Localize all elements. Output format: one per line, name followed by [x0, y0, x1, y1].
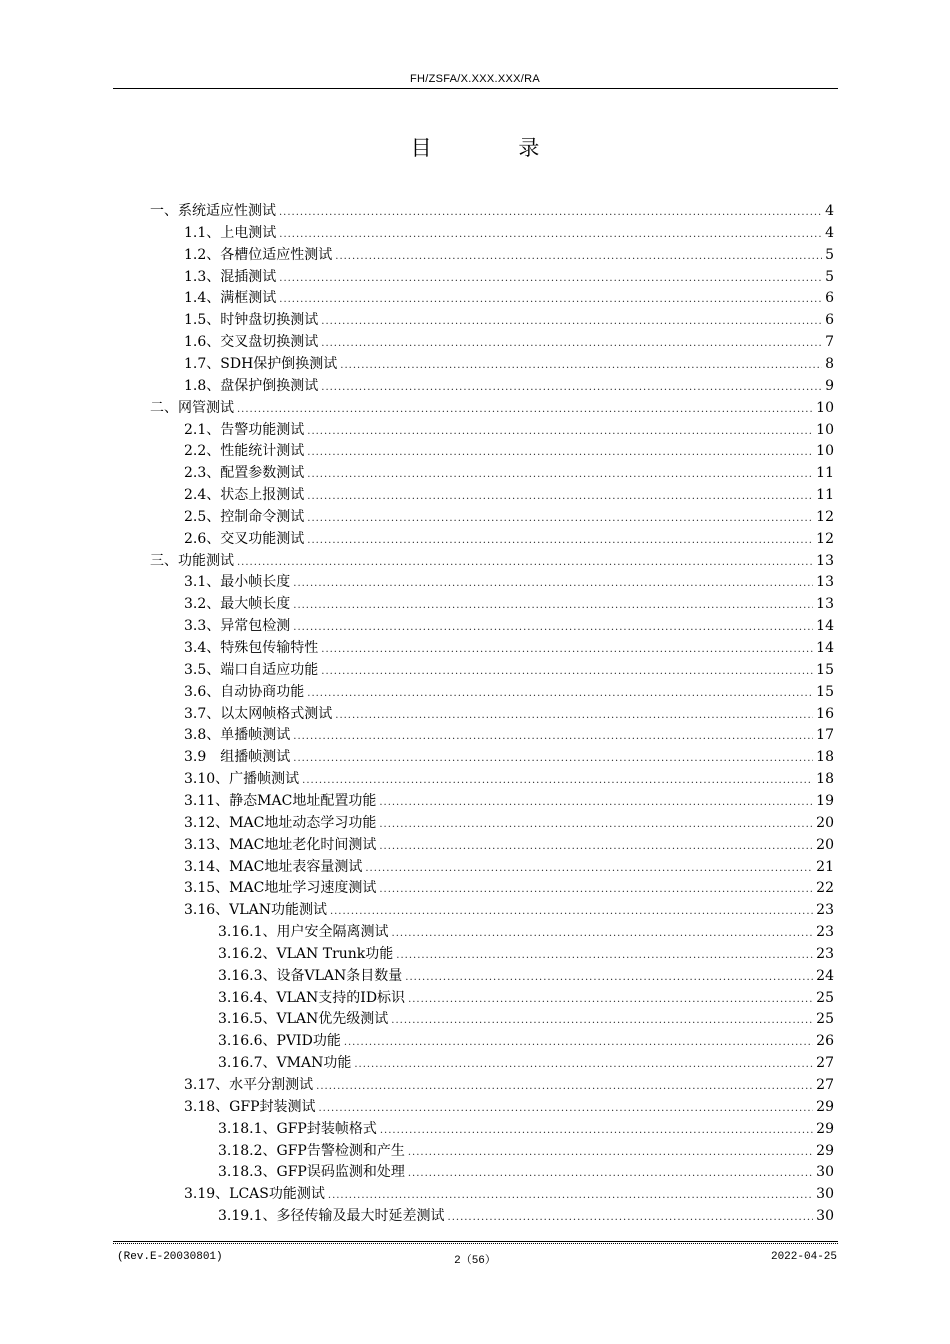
toc-dot-leader: [408, 1163, 813, 1185]
toc-entry-page-number: 11: [816, 465, 834, 482]
toc-entry[interactable]: [218, 1140, 834, 1162]
toc-dot-leader: [335, 705, 813, 727]
toc-entry-page-number: 10: [816, 443, 834, 460]
toc-dot-leader: [344, 1032, 813, 1054]
toc-entry-page-number: 20: [816, 814, 834, 831]
toc-entry-label: 1.2、各槽位适应性测试: [184, 246, 333, 263]
toc-dot-leader: [302, 770, 813, 792]
toc-entry-label: 2.2、性能统计测试: [184, 443, 305, 460]
toc-dot-leader: [379, 814, 813, 836]
toc-dot-leader: [380, 1120, 813, 1142]
toc-entry[interactable]: [184, 790, 834, 812]
toc-entry-label: 3.12、MAC地址动态学习功能: [184, 814, 377, 831]
toc-title: 目 录: [410, 136, 580, 160]
toc-entry-page-number: 15: [816, 661, 834, 678]
toc-entry[interactable]: [184, 244, 834, 266]
toc-dot-leader: [316, 1076, 813, 1098]
toc-dot-leader: [307, 442, 813, 464]
toc-entry-label: 3.16.5、VLAN优先级测试: [218, 1011, 389, 1028]
footer-date: 2022-04-25: [770, 1251, 837, 1263]
toc-dot-leader: [293, 595, 813, 617]
toc-entry-page-number: 17: [816, 727, 834, 744]
toc-entry-page-number: 23: [816, 902, 834, 919]
toc-entry-page-number: 24: [816, 967, 834, 984]
toc-entry[interactable]: [184, 506, 834, 528]
toc-dot-leader: [321, 639, 813, 661]
toc-entry[interactable]: [150, 200, 834, 222]
toc-entry[interactable]: [184, 899, 834, 921]
toc-entry-label: 3.15、MAC地址学习速度测试: [184, 880, 377, 897]
toc-dot-leader: [335, 246, 822, 268]
toc-dot-leader: [307, 486, 813, 508]
toc-entry-page-number: 27: [816, 1077, 834, 1093]
toc-entry[interactable]: [184, 375, 834, 397]
toc-dot-leader: [321, 333, 822, 355]
toc-entry-label: 1.5、时钟盘切换测试: [184, 312, 319, 329]
toc-entry-page-number: 13: [816, 552, 834, 569]
toc-entry-page-number: 11: [816, 487, 834, 504]
toc-entry-page-number: 29: [816, 1120, 834, 1137]
toc-entry-label: 3.4、特殊包传输特性: [184, 640, 319, 656]
toc-entry-label: 3.10、广播帧测试: [184, 771, 300, 788]
footer-revision: (Rev.E-20030801): [117, 1251, 223, 1263]
toc-entry-page-number: 30: [816, 1164, 834, 1181]
toc-dot-leader: [379, 879, 813, 901]
toc-entry-label: 1.8、盘保护倒换测试: [184, 377, 319, 394]
toc-entry[interactable]: [218, 921, 834, 943]
toc-dot-leader: [293, 573, 813, 595]
toc-entry-label: 二、网管测试: [150, 399, 234, 416]
toc-entry-label: 3.16.3、设备VLAN条目数量: [218, 967, 403, 984]
toc-entry-label: 3.16.2、VLAN Trunk功能: [218, 945, 394, 962]
toc-entry[interactable]: [184, 440, 834, 462]
toc-entry[interactable]: [184, 222, 834, 244]
toc-entry-label: 3.7、以太网帧格式测试: [184, 705, 333, 722]
toc-entry-label: 一、系统适应性测试: [150, 203, 276, 219]
toc-entry[interactable]: [184, 571, 834, 593]
toc-entry-label: 3.16、VLAN功能测试: [184, 902, 327, 919]
toc-entry-label: 1.3、混插测试: [184, 268, 277, 285]
toc-dot-leader: [448, 1207, 814, 1229]
toc-entry[interactable]: [218, 943, 834, 965]
toc-dot-leader: [379, 836, 813, 858]
toc-dot-leader: [279, 268, 822, 290]
toc-dot-leader: [328, 1185, 813, 1207]
toc-entry-label: 3.5、端口自适应功能: [184, 661, 319, 678]
toc-dot-leader: [408, 989, 813, 1011]
toc-entry-label: 2.6、交叉功能测试: [184, 530, 305, 547]
toc-entry[interactable]: [184, 528, 834, 550]
toc-entry[interactable]: [184, 462, 834, 484]
toc-entry[interactable]: [218, 987, 834, 1009]
toc-entry[interactable]: [184, 877, 834, 899]
toc-entry-page-number: 13: [816, 596, 834, 613]
toc-dot-leader: [279, 224, 822, 246]
toc-entry-label: 3.19、LCAS功能测试: [184, 1186, 325, 1203]
toc-entry-page-number: 10: [816, 421, 834, 438]
toc-entry-page-number: 5: [825, 246, 834, 263]
toc-entry-label: 1.6、交叉盘切换测试: [184, 334, 319, 351]
toc-entry-label: 3.17、水平分割测试: [184, 1077, 314, 1093]
toc-entry-label: 3.18.2、GFP告警检测和产生: [218, 1142, 405, 1159]
footer-rule: [113, 1241, 838, 1244]
toc-dot-leader: [237, 399, 813, 421]
toc-entry[interactable]: [184, 484, 834, 506]
toc-entry-label: 3.16.6、PVID功能: [218, 1033, 341, 1050]
toc-entry-page-number: 25: [816, 1011, 834, 1028]
toc-entry[interactable]: [218, 1052, 834, 1074]
toc-entry[interactable]: [184, 1183, 834, 1205]
toc-entry[interactable]: [184, 593, 834, 615]
toc-entry[interactable]: [184, 681, 834, 703]
toc-entry-label: 1.4、满框测试: [184, 290, 277, 307]
toc-entry-page-number: 27: [816, 1055, 834, 1072]
toc-entry-label: 三、功能测试: [150, 552, 234, 569]
toc-entry-label: 3.9 组播帧测试: [184, 749, 291, 766]
toc-dot-leader: [237, 552, 813, 574]
toc-entry-label: 3.1、最小帧长度: [184, 574, 291, 591]
toc-entry[interactable]: [184, 615, 834, 637]
toc-entry[interactable]: [184, 353, 834, 375]
toc-entry-page-number: 6: [825, 312, 834, 329]
toc-entry-label: 1.1、上电测试: [184, 224, 277, 241]
toc-entry-page-number: 23: [816, 945, 834, 962]
toc-entry-page-number: 18: [816, 771, 834, 788]
toc-entry-page-number: 4: [825, 203, 834, 219]
toc-entry[interactable]: [184, 812, 834, 834]
toc-dot-leader: [405, 967, 813, 989]
toc-entry[interactable]: [218, 1205, 834, 1227]
toc-entry[interactable]: [218, 1161, 834, 1183]
toc-entry[interactable]: [184, 768, 834, 790]
toc-dot-leader: [340, 355, 822, 377]
toc-entry[interactable]: [184, 834, 834, 856]
toc-entry-page-number: 8: [825, 355, 834, 372]
toc-entry-page-number: 10: [816, 399, 834, 416]
toc-entry-label: 3.3、异常包检测: [184, 618, 291, 635]
toc-entry[interactable]: [218, 1118, 834, 1140]
toc-entry-label: 3.14、MAC地址表容量测试: [184, 858, 363, 875]
toc-dot-leader: [293, 726, 813, 748]
toc-entry-page-number: 13: [816, 574, 834, 591]
toc-entry-page-number: 7: [825, 334, 834, 351]
toc-entry-page-number: 29: [816, 1098, 834, 1115]
toc-dot-leader: [307, 508, 813, 530]
toc-dot-leader: [321, 377, 822, 399]
toc-dot-leader: [392, 923, 814, 945]
toc-entry[interactable]: [184, 266, 834, 288]
toc-entry-label: 3.6、自动协商功能: [184, 683, 305, 700]
toc-dot-leader: [307, 530, 813, 552]
toc-entry-page-number: 6: [825, 290, 834, 307]
toc-dot-leader: [307, 683, 813, 705]
toc-entry-label: 1.7、SDH保护倒换测试: [184, 355, 338, 372]
toc-entry-label: 2.4、状态上报测试: [184, 487, 305, 504]
toc-dot-leader: [307, 464, 813, 486]
toc-entry-label: 3.19.1、多径传输及最大时延差测试: [218, 1208, 445, 1225]
toc-entry[interactable]: [218, 1008, 834, 1030]
toc-dot-leader: [279, 289, 822, 311]
toc-entry-page-number: 16: [816, 705, 834, 722]
toc-entry[interactable]: [150, 397, 834, 419]
toc-dot-leader: [408, 1142, 813, 1164]
toc-entry-page-number: 5: [825, 268, 834, 285]
toc-entry-label: 3.18.3、GFP误码监测和处理: [218, 1164, 405, 1181]
toc-entry[interactable]: [150, 550, 834, 572]
footer-page-info: 2（56）: [454, 1255, 496, 1267]
toc-entry[interactable]: [218, 1030, 834, 1052]
toc-entry-page-number: 12: [816, 508, 834, 525]
toc-entry-page-number: 26: [816, 1033, 834, 1050]
toc-entry[interactable]: [184, 1074, 834, 1096]
toc-entry[interactable]: [184, 287, 834, 309]
toc-entry-label: 3.16.4、VLAN支持的ID标识: [218, 989, 406, 1006]
toc-entry-label: 2.3、配置参数测试: [184, 465, 305, 482]
toc-entry[interactable]: [184, 659, 834, 681]
toc-dot-leader: [354, 1054, 813, 1076]
toc-dot-leader: [396, 945, 813, 967]
toc-entry[interactable]: [184, 1096, 834, 1118]
toc-dot-leader: [293, 617, 813, 639]
toc-dot-leader: [321, 661, 813, 683]
toc-entry[interactable]: [218, 965, 834, 987]
toc-entry[interactable]: [184, 309, 834, 331]
toc-entry-label: 2.5、控制命令测试: [184, 508, 305, 525]
toc-entry[interactable]: [184, 724, 834, 746]
toc-entry[interactable]: [184, 419, 834, 441]
header-doc-code: FH/ZSFA/X.XXX.XXX/RA: [409, 73, 541, 85]
toc-dot-leader: [319, 1098, 814, 1120]
toc-entry-page-number: 12: [816, 530, 834, 547]
toc-entry-page-number: 9: [825, 377, 834, 394]
toc-dot-leader: [391, 1010, 813, 1032]
toc-entry-page-number: 14: [816, 640, 834, 656]
toc-dot-leader: [321, 311, 822, 333]
toc-entry-label: 3.16.1、用户安全隔离测试: [218, 924, 389, 941]
toc-dot-leader: [279, 202, 822, 224]
toc-entry-label: 2.1、告警功能测试: [184, 421, 305, 438]
toc-entry-label: 3.2、最大帧长度: [184, 596, 291, 613]
toc-entry-page-number: 18: [816, 749, 834, 766]
toc-entry[interactable]: [184, 331, 834, 353]
toc-entry-page-number: 29: [816, 1142, 834, 1159]
toc-entry-label: 3.16.7、VMAN功能: [218, 1055, 352, 1072]
toc-entry-page-number: 4: [825, 224, 834, 241]
toc-entry-page-number: 14: [816, 618, 834, 635]
toc-entry-page-number: 15: [816, 683, 834, 700]
toc-entry-label: 3.11、静态MAC地址配置功能: [184, 792, 377, 809]
toc-entry-label: 3.13、MAC地址老化时间测试: [184, 836, 377, 853]
toc-dot-leader: [307, 421, 813, 443]
toc-entry[interactable]: [184, 856, 834, 878]
toc-entry[interactable]: [184, 703, 834, 725]
header-rule: [113, 88, 838, 89]
toc-entry-label: 3.18.1、GFP封装帧格式: [218, 1120, 377, 1137]
toc-dot-leader: [365, 858, 813, 880]
toc-entry-page-number: 30: [816, 1186, 834, 1203]
toc-entry-page-number: 20: [816, 836, 834, 853]
toc-entry-page-number: 19: [816, 792, 834, 809]
toc-dot-leader: [379, 792, 813, 814]
toc-entry-page-number: 21: [816, 858, 834, 875]
toc-entry-page-number: 23: [816, 924, 834, 941]
toc-entry-page-number: 30: [816, 1208, 834, 1225]
toc-entry-label: 3.18、GFP封装测试: [184, 1098, 316, 1115]
toc-entry-page-number: 22: [816, 880, 834, 897]
toc-dot-leader: [330, 901, 813, 923]
toc-dot-leader: [293, 748, 813, 770]
toc-entry[interactable]: [184, 746, 834, 768]
toc-entry-label: 3.8、单播帧测试: [184, 727, 291, 744]
toc-entry-page-number: 25: [816, 989, 834, 1006]
toc-entry[interactable]: [184, 637, 834, 659]
